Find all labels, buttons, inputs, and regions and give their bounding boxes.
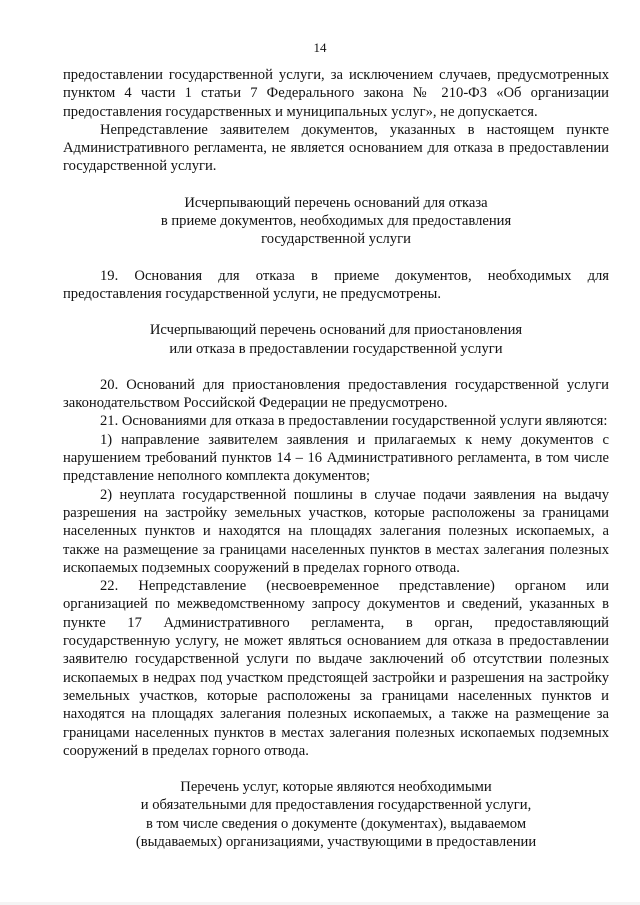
heading-line: Исчерпывающий перечень оснований для приостановления [149, 322, 523, 339]
section-heading-suspension-refusal [63, 321, 609, 358]
paragraph-continuation: предоставлении государственной услуги, за исключением случаев, предусмотренных пунктом 4 части 1 статьи 7 Федерального закона № 210-ФЗ «Об организации предоставления государственных и муниципальных услуг», не допускается. [63, 67, 609, 120]
paragraph-subitem-2: 2) неуплата государственной пошлины в случае подачи заявления на выдачу разрешения на застройку земельных участков, которые расположены за границами населенных пунктов и находятся на площадях залегания полезных ископаемых, а также на размещение за границами населенных пунктов в местах залегания полезных ископаемых подземных сооружений в пределах горного отвода. [63, 486, 609, 576]
heading-line: в том числе сведения о документе (документах), выдаваемом [145, 815, 527, 832]
section-heading-refusal-acceptance [63, 194, 609, 249]
heading-line: государственной услуги [261, 231, 411, 248]
heading-line: Исчерпывающий перечень оснований для отказа [184, 194, 488, 211]
heading-line: в приеме документов, необходимых для предоставления [160, 213, 512, 230]
paragraph-item-21: 21. Основаниями для отказа в предоставлении государственной услуги являются: [100, 413, 608, 430]
page-number: 14 [313, 40, 327, 55]
document-body [63, 66, 609, 851]
paragraph-non-submission: Непредставление заявителем документов, указанных в настоящем пункте Административного регламента, не является основанием для отказа в предоставлении государственной услуги. [63, 121, 609, 175]
heading-line: (выдаваемых) организациями, участвующими в предоставлении [135, 833, 537, 850]
paragraph-item-19: 19. Основания для отказа в приеме документов, необходимых для предоставления государственной услуги, не предусмотрены. [63, 267, 609, 302]
heading-line: или отказа в предоставлении государственной услуги [169, 340, 503, 357]
paragraph-item-20: 20. Оснований для приостановления предоставления государственной услуги законодательством Российской Федерации не предусмотрено. [63, 376, 609, 412]
paragraph-subitem-1: 1) направление заявителем заявления и прилагаемых к нему документов с нарушением требований пунктов 14 – 16 Административного регламента, в том числе представление неполного комплекта документов; [63, 431, 609, 485]
heading-line: и обязательными для предоставления государственной услуги, [140, 797, 532, 814]
paragraph-item-22: 22. Непредставление (несвоевременное представление) органом или организацией по межведомственному запросу документов и сведений, указанных в пункте 17 Административного регламента, в орган, предоставляющий государственную услугу, не может являться основанием для отказа в предоставлении заявителю государственной услуги по выдаче заключений об отсутствии полезных ископаемых в недрах под участком предстоящей застройки и разрешения на застройку земельных участков, которые расположены за границами населенных пунктов и находятся на площадях залегания полезных ископаемых, а также на размещение за границами населенных пунктов в местах залегания полезных ископаемых подземных сооружений в пределах горного отвода. [63, 578, 609, 759]
heading-line: Перечень услуг, которые являются необходимыми [180, 779, 492, 796]
section-heading-necessary-services [63, 778, 609, 851]
